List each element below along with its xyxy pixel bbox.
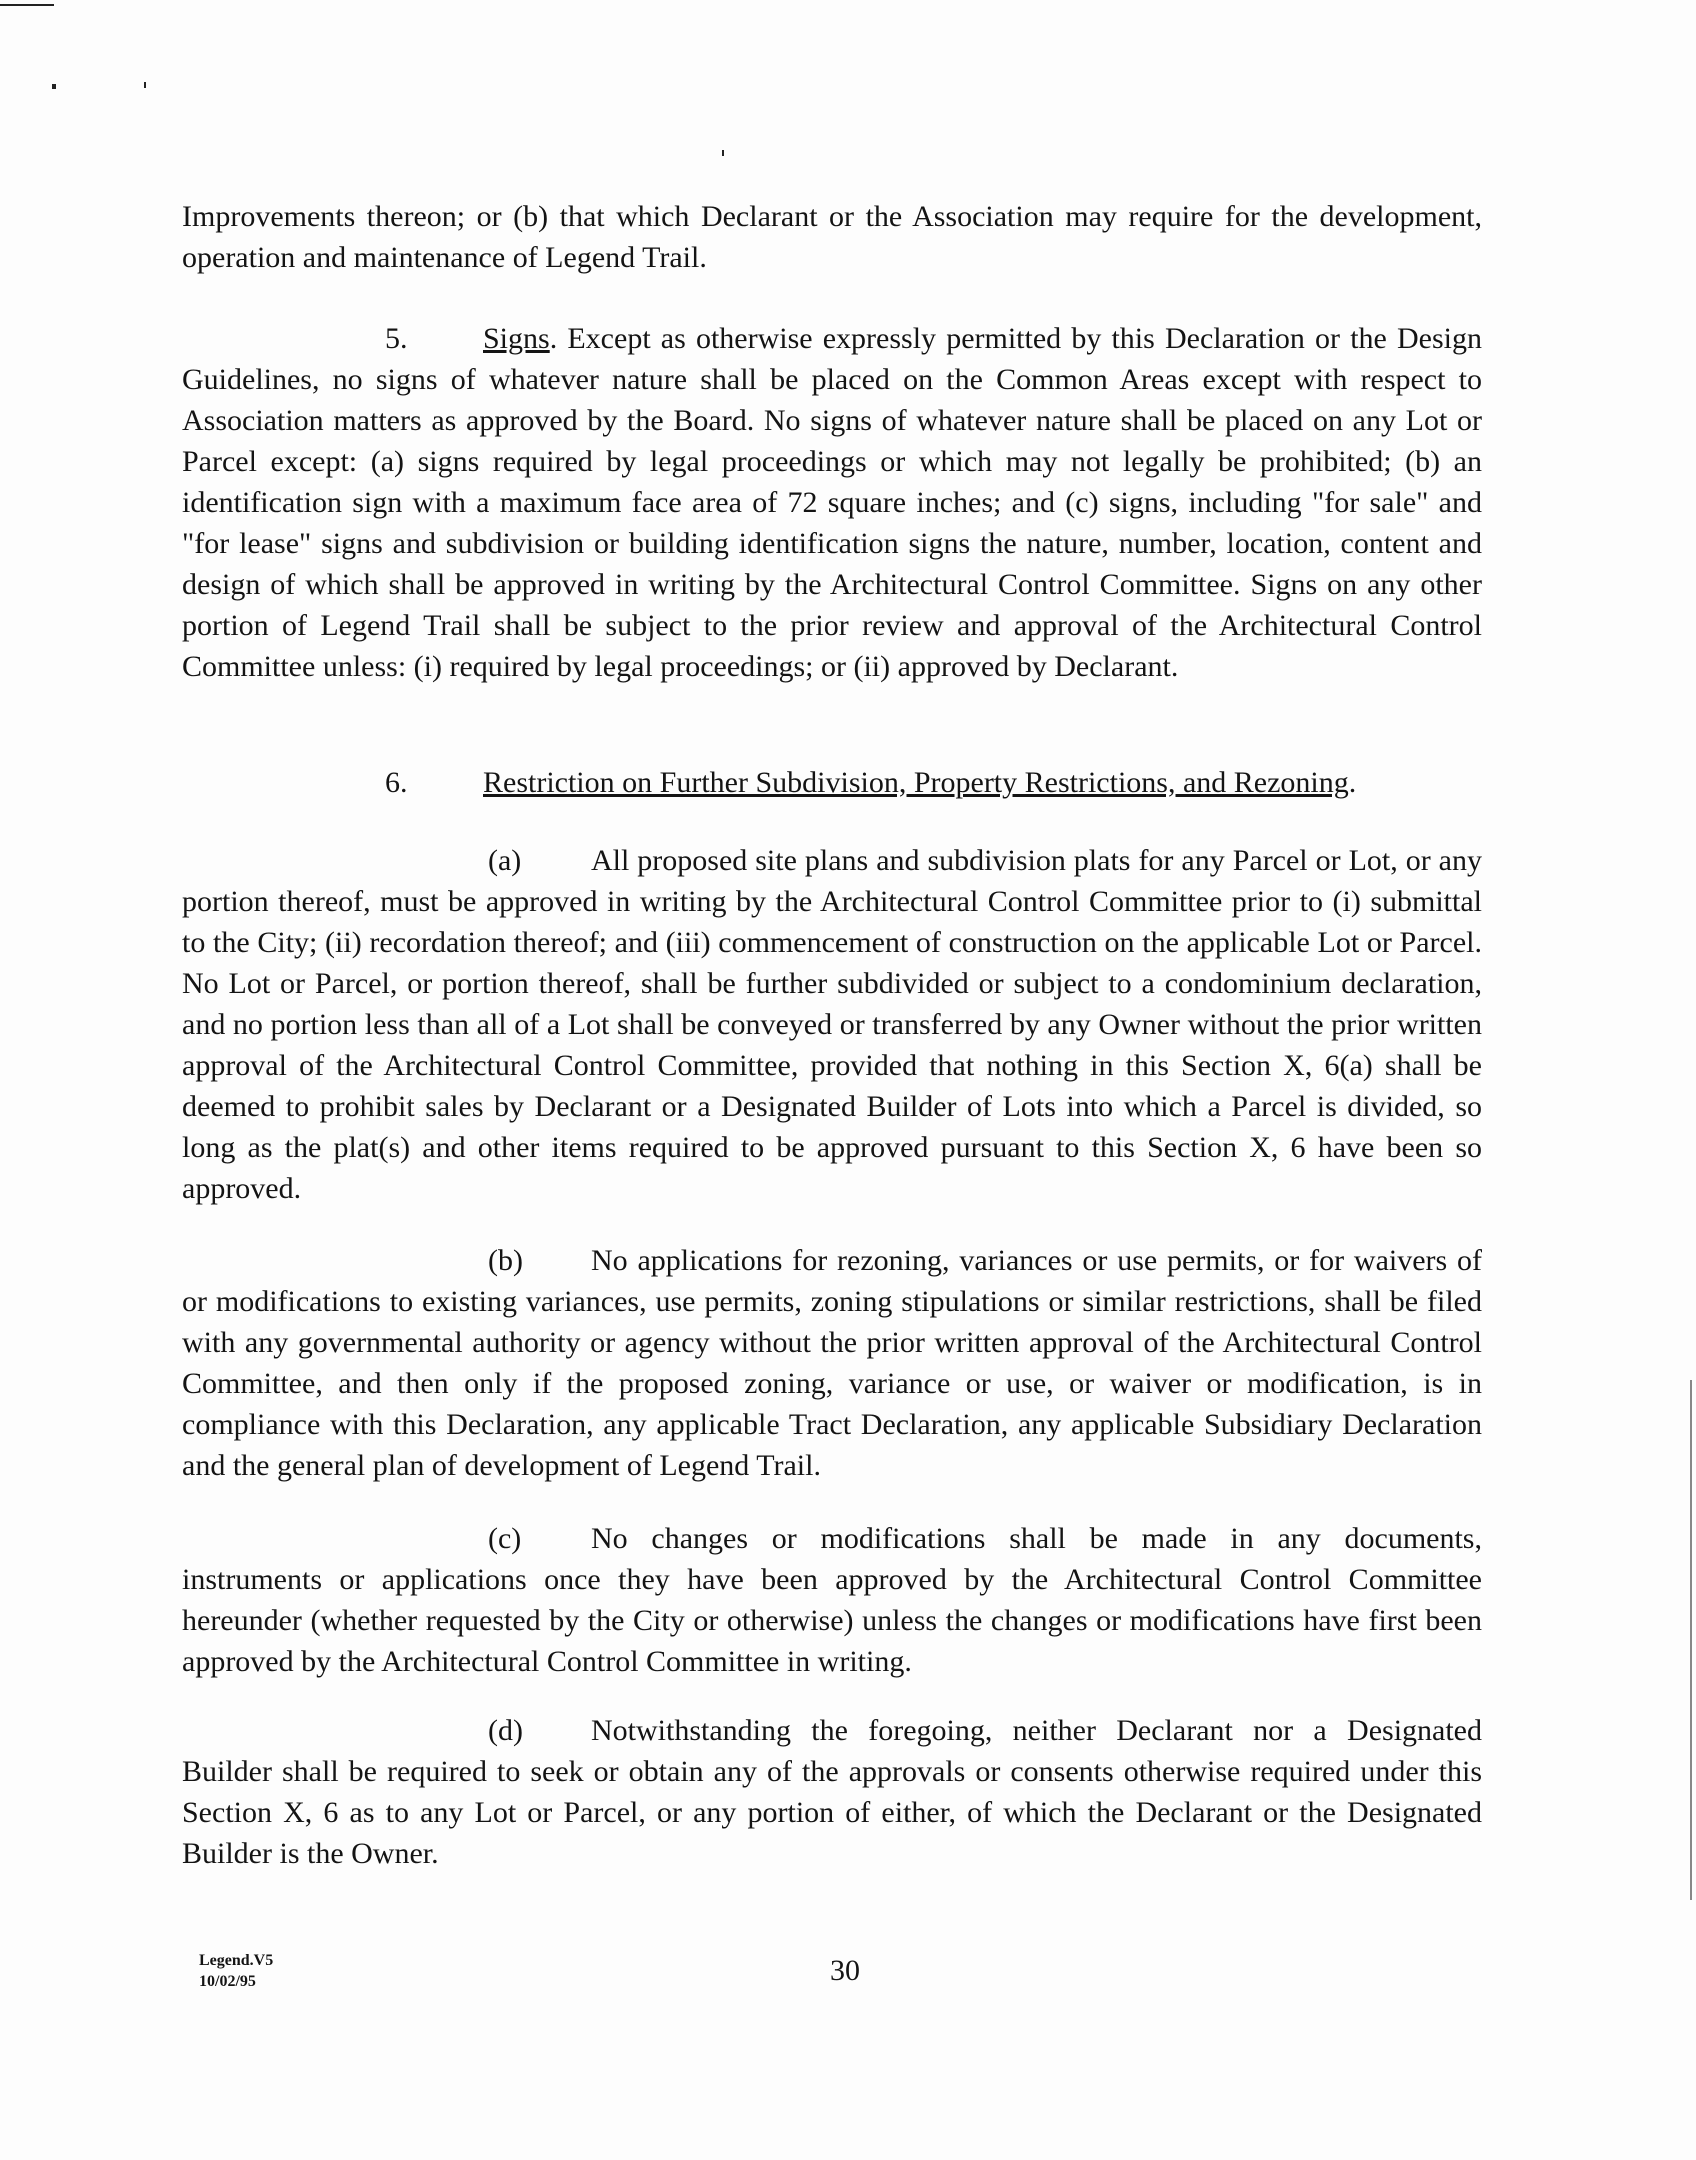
section-6c-label: (c) — [488, 1522, 522, 1555]
section-6d-text: Notwithstanding the foregoing, neither Declarant nor a Designated Builder shall be required to seek or obtain any of the approvals or consents otherwise required under this Section X, 6 as to any Lot or Parcel, or any portion of either, of which the Declarant or the Designated Builder is the Owner. — [182, 1714, 1482, 1870]
section-6a-label: (a) — [488, 844, 522, 877]
footer-document-id — [199, 1950, 273, 1992]
section-6-title: Restriction on Further Subdivision, Property Restrictions, and Rezoning — [483, 766, 1349, 799]
scan-artifact-line — [0, 4, 54, 6]
scan-artifact-dot — [144, 82, 146, 88]
scan-artifact-dot — [52, 84, 56, 89]
scan-artifact-edge — [1690, 1380, 1692, 1900]
section-6b-paragraph — [182, 1240, 1482, 1486]
section-5-body: . Except as otherwise expressly permitted by this Declaration or the Design Guidelines, no signs of whatever nature shall be placed on the Common Areas except with respect to Association matters as approved by the Board. No signs of whatever nature shall be placed on any Lot or Parcel except: (a) signs required by legal proceedings or which may not legally be prohibited; (b) an identification sign with a maximum face area of 72 square inches; and (c) signs, including "for sale" and "for lease" signs and subdivision or building identification signs the nature, number, location, content and design of which shall be approved in writing by the Architectural Control Committee. Signs on any other portion of Legend Trail shall be subject to the prior review and approval of the Architectural Control Committee unless: (i) required by legal proceedings; or (ii) approved by Declarant. — [182, 322, 1482, 683]
section-6b-text: No applications for rezoning, variances or use permits, or for waivers of or modifications to existing variances, use permits, zoning stipulations or similar restrictions, shall be filed with any governmental authority or agency without the prior written approval of the Architectural Control Committee, and then only if the proposed zoning, variance or use, or waiver or modification, is in compliance with this Declaration, any applicable Tract Declaration, any applicable Subsidiary Declaration and the general plan of development of Legend Trail. — [182, 1244, 1482, 1482]
continuation-paragraph: Improvements thereon; or (b) that which Declarant or the Association may require for the development, operation and maintenance of Legend Trail. — [182, 200, 1482, 274]
footer-date: 10/02/95 — [199, 1973, 256, 1990]
section-5-number: 5. — [385, 322, 408, 355]
section-6-title-end: . — [1348, 766, 1357, 799]
page-number: 30 — [830, 1954, 860, 1987]
section-6-number: 6. — [385, 766, 408, 799]
section-6c-text: No changes or modifications shall be made in any documents, instruments or applications once they have been approved by the Architectural Control Committee hereunder (whether requested by the City or otherwise) unless the changes or modifications have first been approved by the Architectural Control Committee in writing. — [182, 1522, 1482, 1678]
section-6-heading — [385, 762, 1356, 803]
section-6b-label: (b) — [488, 1244, 523, 1277]
section-6d-paragraph — [182, 1710, 1482, 1874]
section-6a-paragraph — [182, 840, 1482, 1209]
section-6a-text: All proposed site plans and subdivision plats for any Parcel or Lot, or any portion thereof, must be approved in writing by the Architectural Control Committee prior to (i) submittal to the City; (ii) recordation thereof; and (iii) commencement of construction on the applicable Lot or Parcel. No Lot or Parcel, or portion thereof, shall be further subdivided or subject to a condominium declaration, and no portion less than all of a Lot shall be conveyed or transferred by any Owner without the prior written approval of the Architectural Control Committee, provided that nothing in this Section X, 6(a) shall be deemed to prohibit sales by Declarant or a Designated Builder of Lots into which a Parcel is divided, so long as the plat(s) and other items required to be approved pursuant to this Section X, 6 have been so approved. — [182, 844, 1482, 1205]
section-5-title: Signs — [483, 322, 550, 355]
section-5-paragraph — [182, 318, 1482, 687]
footer-doc-id: Legend.V5 — [199, 1952, 274, 1969]
scan-artifact-dot — [722, 150, 724, 156]
section-6d-label: (d) — [488, 1714, 523, 1747]
section-6c-paragraph — [182, 1518, 1482, 1682]
